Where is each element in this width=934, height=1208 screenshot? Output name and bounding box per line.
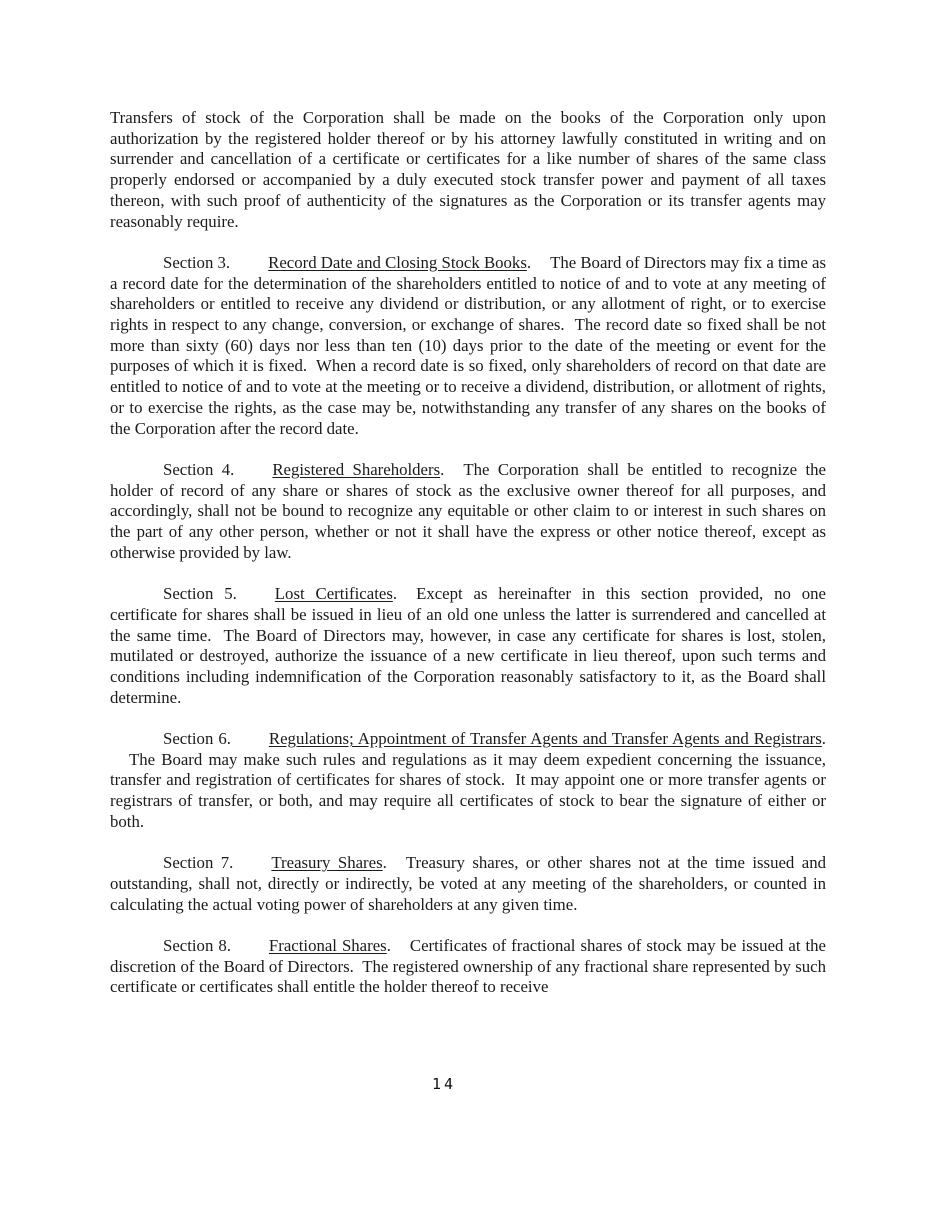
section-label: Section 8. — [163, 936, 231, 956]
section-title-punct: . — [526, 252, 532, 272]
section-title: Registered Shareholders — [272, 459, 441, 479]
text-block — [110, 108, 826, 998]
section-body: The Corporation shall be entitled to recognize the holder of record of any share or shares of stock as the exclusive owner thereof for all purposes, and accordingly, shall not be bound to recognize any equitable or other claim to or interest in such shares on the part of any other person, whether or not it shall have the express or other notice thereof, except as otherwise provided by law. — [110, 459, 826, 562]
continuation-paragraph — [110, 108, 826, 232]
section-title-punct: . — [386, 936, 391, 956]
section-title-punct: . — [382, 853, 387, 873]
section-3-paragraph — [110, 253, 826, 439]
section-label: Section 3. — [163, 252, 231, 272]
section-title: Lost Certificates — [274, 584, 393, 604]
section-title: Record Date and Closing Stock Books — [268, 252, 527, 272]
section-title-punct: . — [392, 584, 398, 604]
section-title: Treasury Shares — [271, 853, 383, 873]
page-footer — [86, 1075, 802, 1093]
section-title-punct: . — [821, 729, 826, 749]
section-6-paragraph — [110, 729, 826, 833]
section-body: The Board may make such rules and regulations as it may deem expedient concerning the issuance, transfer and registration of certificates for shares of stock. It may appoint one or more transfer agents or registrars of transfer, or both, and may require all certificates of stock to bear the signature of either or both. — [110, 749, 826, 831]
section-title: Regulations; Appointment of Transfer Agents and Transfer Agents and Registrars — [268, 729, 822, 749]
section-body: Certificates of fractional shares of stock may be issued at the discretion of the Board of Directors. The registered ownership of any fractional share represented by such certificate or certificates shall entitle the holder thereof to receive — [110, 936, 826, 997]
section-title-punct: . — [440, 459, 445, 479]
section-label: Section 6. — [163, 729, 231, 749]
section-body: Treasury shares, or other shares not at the time issued and outstanding, shall not, directly or indirectly, be voted at any meeting of the shareholders, or counted in calculating the actual voting power of shareholders at any given time. — [110, 853, 826, 914]
section-label: Section 4. — [163, 459, 235, 479]
page-number: 14 — [431, 1075, 457, 1093]
section-label: Section 5. — [163, 584, 237, 604]
section-body: The Board of Directors may fix a time as a record date for the determination of the shareholders entitled to notice of and to vote at any meeting of shareholders or entitled to receive any dividend or distribution, or any allotment of right, or to exercise rights in respect to any change, conversion, or exchange of shares. The record date so fixed shall be not more than sixty (60) days nor less than ten (10) days prior to the date of the meeting or event for the purposes of which it is fixed. When a record date is so fixed, only shareholders of record on that date are entitled to notice of and to vote at the meeting or to receive a dividend, distribution, or allotment of rights, or to exercise the rights, as the case may be, notwithstanding any transfer of any shares on the books of the Corporation after the record date. — [110, 252, 826, 438]
section-4-paragraph — [110, 460, 826, 564]
section-body: Except as hereinafter in this section provided, no one certificate for shares shall be issued in lieu of an old one unless the latter is surrendered and cancelled at the same time. The Board of Directors may, however, in case any certificate for shares is lost, stolen, mutilated or destroyed, authorize the issuance of a new certificate in lieu thereof, upon such terms and conditions including indemnification of the Corporation reasonably satisfactory to it, as the Board shall determine. — [110, 584, 826, 707]
section-title: Fractional Shares — [268, 936, 387, 956]
section-7-paragraph — [110, 853, 826, 915]
section-5-paragraph — [110, 584, 826, 708]
paragraph-text: Transfers of stock of the Corporation shall be made on the books of the Corporation only upon authorization by the registered holder thereof or by his attorney lawfully constituted in writing and on surrender and cancellation of a certificate or certificates for a like number of shares of the same class properly endorsed or accompanied by a duly executed stock transfer power and payment of all taxes thereon, with such proof of authenticity of the signatures as the Corporation or its transfer agents may reasonably require. — [110, 108, 826, 231]
section-8-paragraph — [110, 936, 826, 998]
section-label: Section 7. — [163, 853, 234, 873]
